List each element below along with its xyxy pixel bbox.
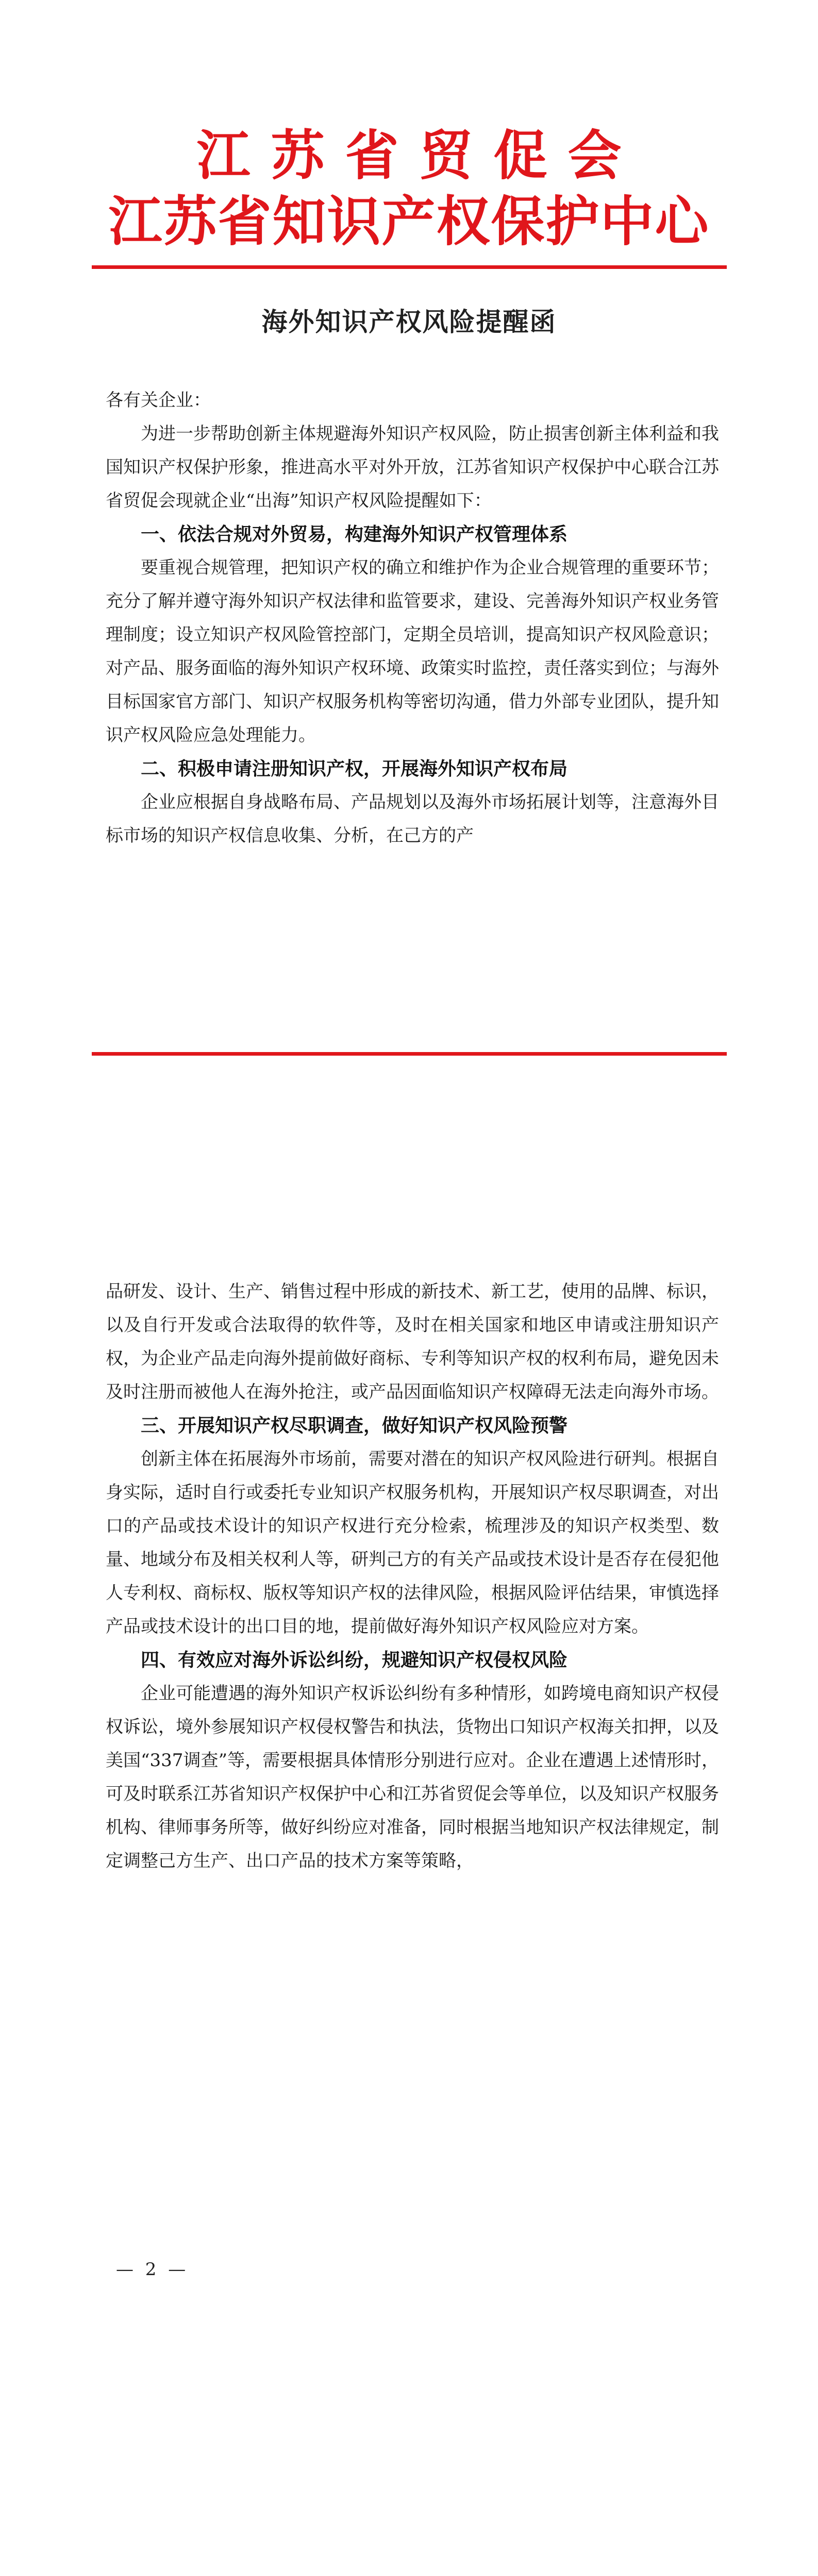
org-name-ip-protection-center: 江苏省知识产权保护中心 [108, 190, 710, 253]
section-4-paragraph: 企业可能遭遇的海外知识产权诉讼纠纷有多种情形，如跨境电商知识产权侵权诉讼，境外参展知识产权侵权警告和执法，货物出口知识产权海关扣押，以及美国“337调查”等，需要根据具体情形分别进行应对。企业在遭遇上述情形时，可及时联系江苏省知识产权保护中心和江苏省贸促会等单位，以及知识产权服务机构、律师事务所等，做好纠纷应对准备，同时根据当地知识产权法律规定，制定调整己方生产、出口产品的技术方案等策略， [106, 1683, 719, 1871]
section-1-paragraph: 要重视合规管理，把知识产权的确立和维护作为企业合规管理的重要环节；充分了解并遵守海外知识产权法律和监管要求，建设、完善海外知识产权业务管理制度；设立知识产权风险管控部门，定期全员培训，提高知识产权风险意识；对产品、服务面临的海外知识产权环境、政策实时监控，责任落实到位；与海外目标国家官方部门、知识产权服务机构等密切沟通，借力外部专业团队，提升知识产权风险应急处理能力。 [106, 557, 719, 745]
org-name-trade-council: 江苏省贸促会 [196, 124, 642, 187]
intro-paragraph: 为进一步帮助创新主体规避海外知识产权风险，防止损害创新主体利益和我国知识产权保护形象，推进高水平对外开放，江苏省知识产权保护中心联合江苏省贸促会现就企业“出海”知识产权风险提醒如下： [106, 423, 719, 511]
footer-red-rule [92, 1052, 727, 1056]
header-red-rule [92, 265, 727, 269]
page1-body [106, 384, 719, 853]
page2-body [106, 1275, 719, 1878]
salutation: 各有关企业： [106, 390, 211, 411]
section-heading-1: 一、依法合规对外贸易，构建海外知识产权管理体系 [141, 524, 568, 545]
section-2-paragraph-cont: 品研发、设计、生产、销售过程中形成的新技术、新工艺，使用的品牌、标识，以及自行开发或合法取得的软件等，及时在相关国家和地区申请或注册知识产权，为企业产品走向海外提前做好商标、专利等知识产权的权利布局，避免因未及时注册而被他人在海外抢注，或产品因面临知识产权障碍无法走向海外市场。 [106, 1281, 719, 1402]
section-heading-2: 二、积极申请注册知识产权，开展海外知识产权布局 [141, 758, 568, 779]
document-title: 海外知识产权风险提醒函 [261, 307, 557, 337]
section-heading-3: 三、开展知识产权尽职调查，做好知识产权风险预警 [141, 1415, 568, 1436]
page-number-2: — 2 — [116, 2259, 189, 2280]
section-3-paragraph: 创新主体在拓展海外市场前，需要对潜在的知识产权风险进行研判。根据自身实际，适时自行或委托专业知识产权服务机构，开展知识产权尽职调查，对出口的产品或技术设计的知识产权进行充分检索，梳理涉及的知识产权类型、数量、地域分布及相关权利人等，研判己方的有关产品或技术设计是否存在侵犯他人专利权、商标权、版权等知识产权的法律风险，根据风险评估结果，审慎选择产品或技术设计的出口目的地，提前做好海外知识产权风险应对方案。 [106, 1449, 719, 1637]
section-2-paragraph-start: 企业应根据自身战略布局、产品规划以及海外市场拓展计划等，注意海外目标市场的知识产权信息收集、分析，在己方的产 [106, 792, 719, 846]
section-heading-4: 四、有效应对海外诉讼纠纷，规避知识产权侵权风险 [141, 1650, 568, 1671]
